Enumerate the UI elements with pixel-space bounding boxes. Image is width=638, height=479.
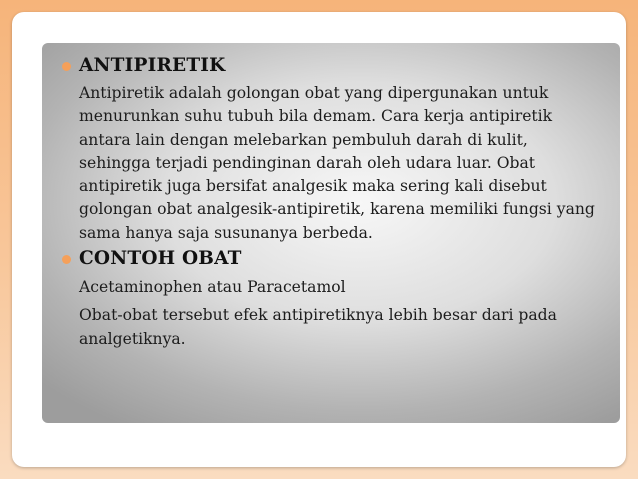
example-drug-line: Acetaminophen atau Paracetamol [79,278,346,297]
bullet-section-antipiretik [62,55,600,245]
section-heading-contoh-obat: CONTOH OBAT [79,248,242,270]
bullet-dot-icon [62,255,71,264]
bullet-dot-icon [62,62,71,71]
example-note-line: Obat-obat tersebut efek antipiretiknya lebih besar dari pada analgetiknya. [79,306,557,348]
bullet-section-contoh-obat [62,248,600,351]
section-heading-antipiretik: ANTIPIRETIK [79,55,226,76]
section-body-antipiretik: Antipiretik adalah golongan obat yang dipergunakan untuk menurunkan suhu tubuh bila demam. Cara kerja antipiretik antara lain dengan melebarkan pembuluh darah di kulit, sehingga terjadi pendinginan darah oleh udara luar. Obat antipiretik juga bersifat analgesik maka sering kali disebut golongan obat analgesik-antipiretik, karena memiliki fungsi yang sama hanya saja susunanya berbeda. [79,84,595,242]
slide-card [12,12,626,467]
content-panel [42,43,620,423]
